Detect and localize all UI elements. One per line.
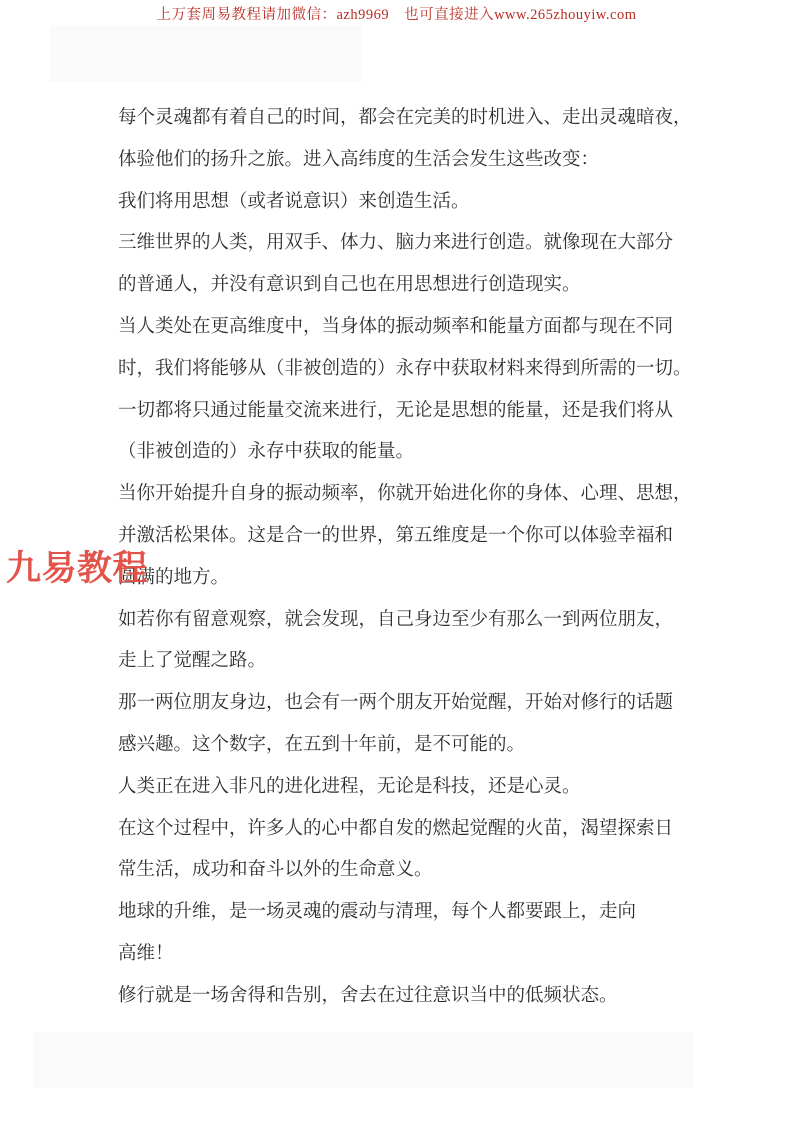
watermark-text: 九易教程 (6, 549, 149, 588)
text-line: 地球的升维，是一场灵魂的震动与清理，每个人都要跟上，走向 (118, 900, 637, 922)
text-line: 那一两位朋友身边，也会有一两个朋友开始觉醒，开始对修行的话题 (118, 691, 674, 713)
text-line: （非被创造的）永存中获取的能量。 (118, 440, 415, 462)
document-body (118, 96, 698, 1016)
scan-artifact-band-top (50, 25, 362, 82)
text-line: 修行就是一场舍得和告别，舍去在过往意识当中的低频状态。 (118, 983, 618, 1005)
text-line: 走上了觉醒之路。 (118, 649, 267, 671)
text-line: 圆满的地方。 (118, 565, 230, 587)
text-line: 高维！ (118, 941, 174, 963)
text-line: 每个灵魂都有着自己的时间，都会在完美的时机进入、走出灵魂暗夜， (118, 106, 692, 127)
promo-header-text: 上万套周易教程请加微信：azh9969 也可直接进入www.265zhouyiw.com (156, 7, 637, 23)
text-line: 感兴趣。这个数字，在五到十年前，是不可能的。 (118, 732, 526, 754)
text-line: 如若你有留意观察，就会发现，自己身边至少有那么一到两位朋友， (118, 607, 674, 629)
text-line: 当人类处在更高维度中，当身体的振动频率和能量方面都与现在不同 (118, 314, 674, 336)
text-line: 并激活松果体。这是合一的世界，第五维度是一个你可以体验幸福和 (118, 523, 674, 545)
text-line: 一切都将只通过能量交流来进行，无论是思想的能量，还是我们将从 (118, 398, 674, 420)
text-line: 常生活，成功和奋斗以外的生命意义。 (118, 858, 433, 880)
scan-artifact-band-bottom (33, 1032, 693, 1088)
text-line: 在这个过程中，许多人的心中都自发的燃起觉醒的火苗，渴望探索日 (118, 816, 674, 838)
text-line: 三维世界的人类，用双手、体力、脑力来进行创造。就像现在大部分 (118, 231, 674, 253)
text-line: 时，我们将能够从（非被创造的）永存中获取材料来得到所需的一切。 (118, 356, 692, 378)
text-line: 人类正在进入非凡的进化进程，无论是科技，还是心灵。 (118, 774, 581, 796)
text-line: 的普通人，并没有意识到自己也在用思想进行创造现实。 (118, 273, 581, 295)
text-line: 我们将用思想（或者说意识）来创造生活。 (118, 189, 470, 211)
text-line: 体验他们的扬升之旅。进入高纬度的生活会发生这些改变： (118, 147, 600, 169)
text-line: 当你开始提升自身的振动频率，你就开始进化你的身体、心理、思想， (118, 482, 692, 504)
